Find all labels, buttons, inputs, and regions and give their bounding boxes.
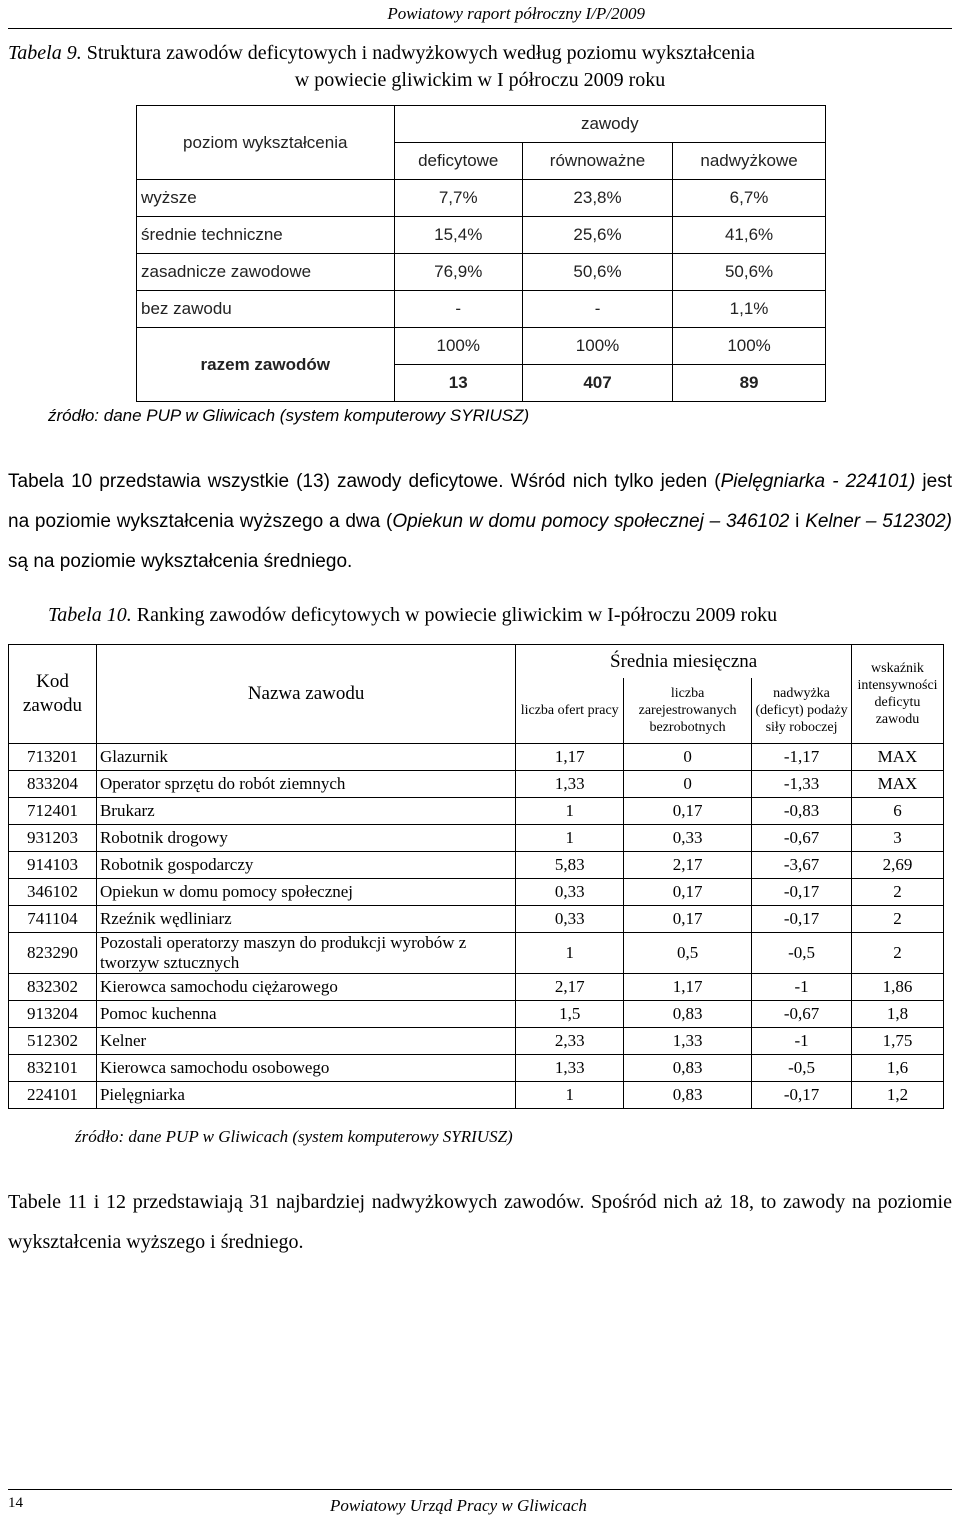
t10-cell-nazwa: Rzeźnik wędliniarz — [96, 906, 515, 933]
t10-cell-wskaznik: 2,69 — [851, 852, 943, 879]
table10-caption — [48, 604, 777, 627]
t10-cell-wskaznik: 6 — [851, 798, 943, 825]
table-row — [9, 825, 944, 852]
t10-header-bezrobotni: liczba zarejestrowanych bezrobotnych — [624, 678, 752, 743]
t10-cell-wskaznik: 1,6 — [851, 1055, 943, 1082]
t9-cell: 50,6% — [673, 254, 826, 291]
para1-text: Tabela 10 przedstawia wszystkie (13) zawody deficytowe. Wśród nich tylko jeden ( — [8, 471, 721, 492]
t10-cell-wskaznik: 2 — [851, 879, 943, 906]
t10-cell-wskaznik: MAX — [851, 771, 943, 798]
t10-cell-wskaznik: 1,8 — [851, 1001, 943, 1028]
table-row — [9, 1082, 944, 1109]
table10-caption-text: Ranking zawodów deficytowych w powiecie gliwickim w I-półroczu 2009 roku — [136, 604, 778, 626]
t10-cell-oferty: 2,33 — [516, 1028, 624, 1055]
t10-cell-wskaznik: MAX — [851, 744, 943, 771]
table9-caption-line2: w powiecie gliwickim w I półroczu 2009 roku — [294, 69, 666, 91]
paragraph-2: Tabele 11 i 12 przedstawiają 31 najbardziej nadwyżkowych zawodów. Spośród nich aż 18, to zawody na poziomie wykształcenia wyższego i średniego. — [8, 1191, 952, 1253]
table-row — [9, 1028, 944, 1055]
t10-cell-bezrobotni: 0,83 — [624, 1055, 752, 1082]
t9-cell: - — [394, 291, 522, 328]
t10-cell-bezrobotni: 1,17 — [624, 974, 752, 1001]
t10-cell-nadwyzka: -0,17 — [752, 879, 852, 906]
table-row — [9, 906, 944, 933]
t10-cell-nadwyzka: -0,17 — [752, 906, 852, 933]
t10-cell-bezrobotni: 2,17 — [624, 852, 752, 879]
t10-cell-nazwa: Kierowca samochodu ciężarowego — [96, 974, 515, 1001]
t10-cell-kod: 346102 — [9, 879, 97, 906]
t10-cell-bezrobotni: 0,83 — [624, 1082, 752, 1109]
table-row — [9, 798, 944, 825]
t10-cell-nadwyzka: -0,5 — [752, 933, 852, 974]
t10-cell-nadwyzka: -0,83 — [752, 798, 852, 825]
t9-header-group: zawody — [394, 106, 825, 143]
t9-total-count: 407 — [522, 365, 672, 402]
t9-cell: 41,6% — [673, 217, 826, 254]
table-row — [9, 1055, 944, 1082]
t9-total-count: 13 — [394, 365, 522, 402]
t10-cell-nadwyzka: -0,67 — [752, 1001, 852, 1028]
table9-caption-text: Struktura zawodów deficytowych i nadwyżkowych według poziomu wykształcenia — [86, 42, 755, 64]
para1-text: i — [789, 511, 806, 532]
t10-cell-nazwa: Operator sprzętu do robót ziemnych — [96, 771, 515, 798]
t10-cell-wskaznik: 2 — [851, 933, 943, 974]
table9 — [136, 105, 826, 402]
t10-cell-bezrobotni: 0,17 — [624, 906, 752, 933]
t10-header-oferty: liczba ofert pracy — [516, 678, 624, 743]
t10-cell-nadwyzka: -1,33 — [752, 771, 852, 798]
t9-total-percent: 100% — [394, 328, 522, 365]
para1-text: jest na poziomie wykształcenia wyższego a dwa ( — [8, 471, 952, 532]
t10-cell-nazwa: Opiekun w domu pomocy społecznej — [96, 879, 515, 906]
t10-cell-oferty: 1 — [516, 798, 624, 825]
t9-header-col: nadwyżkowe — [673, 143, 826, 180]
t10-cell-nadwyzka: -3,67 — [752, 852, 852, 879]
para1-emphasis: Opiekun w domu pomocy społecznej – 346102 — [392, 511, 790, 532]
table-row — [9, 771, 944, 798]
table-row — [9, 974, 944, 1001]
t10-cell-kod: 833204 — [9, 771, 97, 798]
t9-cell: 7,7% — [394, 180, 522, 217]
para1-emphasis: Kelner – 512302) — [805, 511, 952, 532]
t10-cell-bezrobotni: 1,33 — [624, 1028, 752, 1055]
t10-cell-wskaznik: 2 — [851, 906, 943, 933]
t10-cell-kod: 224101 — [9, 1082, 97, 1109]
t9-row-label: bez zawodu — [137, 291, 395, 328]
t9-cell: 25,6% — [522, 217, 672, 254]
t10-cell-oferty: 1,33 — [516, 771, 624, 798]
t10-cell-nazwa: Pomoc kuchenna — [96, 1001, 515, 1028]
page-number: 14 — [8, 1495, 23, 1511]
t10-cell-bezrobotni: 0 — [624, 771, 752, 798]
paragraph-1 — [8, 462, 952, 582]
t10-cell-nazwa: Pozostali operatorzy maszyn do produkcji wyrobów z tworzyw sztucznych — [96, 933, 515, 974]
t9-total-count: 89 — [673, 365, 826, 402]
t10-cell-bezrobotni: 0,17 — [624, 798, 752, 825]
table-row — [137, 328, 826, 365]
t10-cell-nazwa: Pielęgniarka — [96, 1082, 515, 1109]
t10-cell-oferty: 1,17 — [516, 744, 624, 771]
t10-cell-oferty: 1 — [516, 1082, 624, 1109]
t9-cell: 1,1% — [673, 291, 826, 328]
t10-cell-nadwyzka: -0,67 — [752, 825, 852, 852]
t10-cell-kod: 931203 — [9, 825, 97, 852]
t10-cell-nazwa: Kelner — [96, 1028, 515, 1055]
t10-cell-wskaznik: 1,75 — [851, 1028, 943, 1055]
table-row — [9, 852, 944, 879]
header-rule — [8, 28, 952, 29]
t9-cell: - — [522, 291, 672, 328]
t10-cell-nazwa: Brukarz — [96, 798, 515, 825]
t10-cell-kod: 741104 — [9, 906, 97, 933]
t10-cell-oferty: 0,33 — [516, 879, 624, 906]
t9-cell: 76,9% — [394, 254, 522, 291]
t10-cell-nadwyzka: -0,5 — [752, 1055, 852, 1082]
para1-text: są na poziomie wykształcenia średniego. — [8, 551, 353, 572]
t10-cell-oferty: 1 — [516, 933, 624, 974]
t10-cell-nadwyzka: -0,17 — [752, 1082, 852, 1109]
t10-cell-kod: 712401 — [9, 798, 97, 825]
t10-cell-oferty: 1 — [516, 825, 624, 852]
t10-cell-nazwa: Robotnik drogowy — [96, 825, 515, 852]
table-row — [9, 879, 944, 906]
t9-cell: 6,7% — [673, 180, 826, 217]
table-row — [137, 254, 826, 291]
table9-caption — [8, 40, 952, 94]
t9-row-label: wyższe — [137, 180, 395, 217]
t10-cell-nadwyzka: -1 — [752, 1028, 852, 1055]
table-row — [137, 217, 826, 254]
t10-cell-kod: 832101 — [9, 1055, 97, 1082]
t10-cell-oferty: 1,5 — [516, 1001, 624, 1028]
t10-cell-oferty: 5,83 — [516, 852, 624, 879]
table-row — [9, 744, 944, 771]
t10-cell-bezrobotni: 0,5 — [624, 933, 752, 974]
table10 — [8, 644, 944, 1109]
table9-source: źródło: dane PUP w Gliwicach (system komputerowy SYRIUSZ) — [48, 406, 530, 425]
t9-row-label: zasadnicze zawodowe — [137, 254, 395, 291]
t10-cell-nadwyzka: -1 — [752, 974, 852, 1001]
t9-header-level: poziom wykształcenia — [137, 106, 395, 180]
t9-cell: 50,6% — [522, 254, 672, 291]
para1-emphasis: Pielęgniarka - 224101) — [720, 471, 916, 492]
t10-header-kod: Kod zawodu — [9, 645, 97, 744]
t10-cell-kod: 512302 — [9, 1028, 97, 1055]
t10-header-nadwyzka: nadwyżka (deficyt) podaży siły roboczej — [752, 678, 852, 743]
t10-cell-nazwa: Kierowca samochodu osobowego — [96, 1055, 515, 1082]
t10-cell-nazwa: Robotnik gospodarczy — [96, 852, 515, 879]
t9-total-label: razem zawodów — [137, 328, 395, 402]
running-header: Powiatowy raport półroczny I/P/2009 — [387, 4, 645, 23]
table-row — [9, 1001, 944, 1028]
t9-total-percent: 100% — [673, 328, 826, 365]
t10-cell-kod: 713201 — [9, 744, 97, 771]
table-row — [137, 291, 826, 328]
t9-cell: 23,8% — [522, 180, 672, 217]
t10-cell-oferty: 1,33 — [516, 1055, 624, 1082]
t10-cell-oferty: 0,33 — [516, 906, 624, 933]
t10-header-group: Średnia miesięczna — [516, 645, 852, 679]
table-row — [9, 933, 944, 974]
t10-cell-kod: 823290 — [9, 933, 97, 974]
table10-caption-label: Tabela 10. — [48, 604, 132, 626]
t10-cell-oferty: 2,17 — [516, 974, 624, 1001]
t10-cell-bezrobotni: 0,17 — [624, 879, 752, 906]
t9-cell: 15,4% — [394, 217, 522, 254]
t9-header-col: równoważne — [522, 143, 672, 180]
t10-cell-kod: 832302 — [9, 974, 97, 1001]
t9-total-percent: 100% — [522, 328, 672, 365]
t10-header-wskaznik: wskaźnik intensywności deficytu zawodu — [851, 645, 943, 744]
t10-cell-wskaznik: 3 — [851, 825, 943, 852]
t10-cell-nadwyzka: -1,17 — [752, 744, 852, 771]
t10-cell-kod: 914103 — [9, 852, 97, 879]
footer-rule — [8, 1489, 952, 1490]
t10-cell-bezrobotni: 0 — [624, 744, 752, 771]
t10-cell-bezrobotni: 0,83 — [624, 1001, 752, 1028]
table9-caption-label: Tabela 9. — [8, 42, 82, 64]
t10-cell-kod: 913204 — [9, 1001, 97, 1028]
footer-organization: Powiatowy Urząd Pracy w Gliwicach — [330, 1496, 587, 1515]
t10-cell-bezrobotni: 0,33 — [624, 825, 752, 852]
table-row — [137, 180, 826, 217]
t10-cell-nazwa: Glazurnik — [96, 744, 515, 771]
t10-cell-wskaznik: 1,2 — [851, 1082, 943, 1109]
t10-header-nazwa: Nazwa zawodu — [96, 645, 515, 744]
table10-source: źródło: dane PUP w Gliwicach (system komputerowy SYRIUSZ) — [75, 1127, 513, 1146]
t9-row-label: średnie techniczne — [137, 217, 395, 254]
t10-cell-wskaznik: 1,86 — [851, 974, 943, 1001]
t9-header-col: deficytowe — [394, 143, 522, 180]
